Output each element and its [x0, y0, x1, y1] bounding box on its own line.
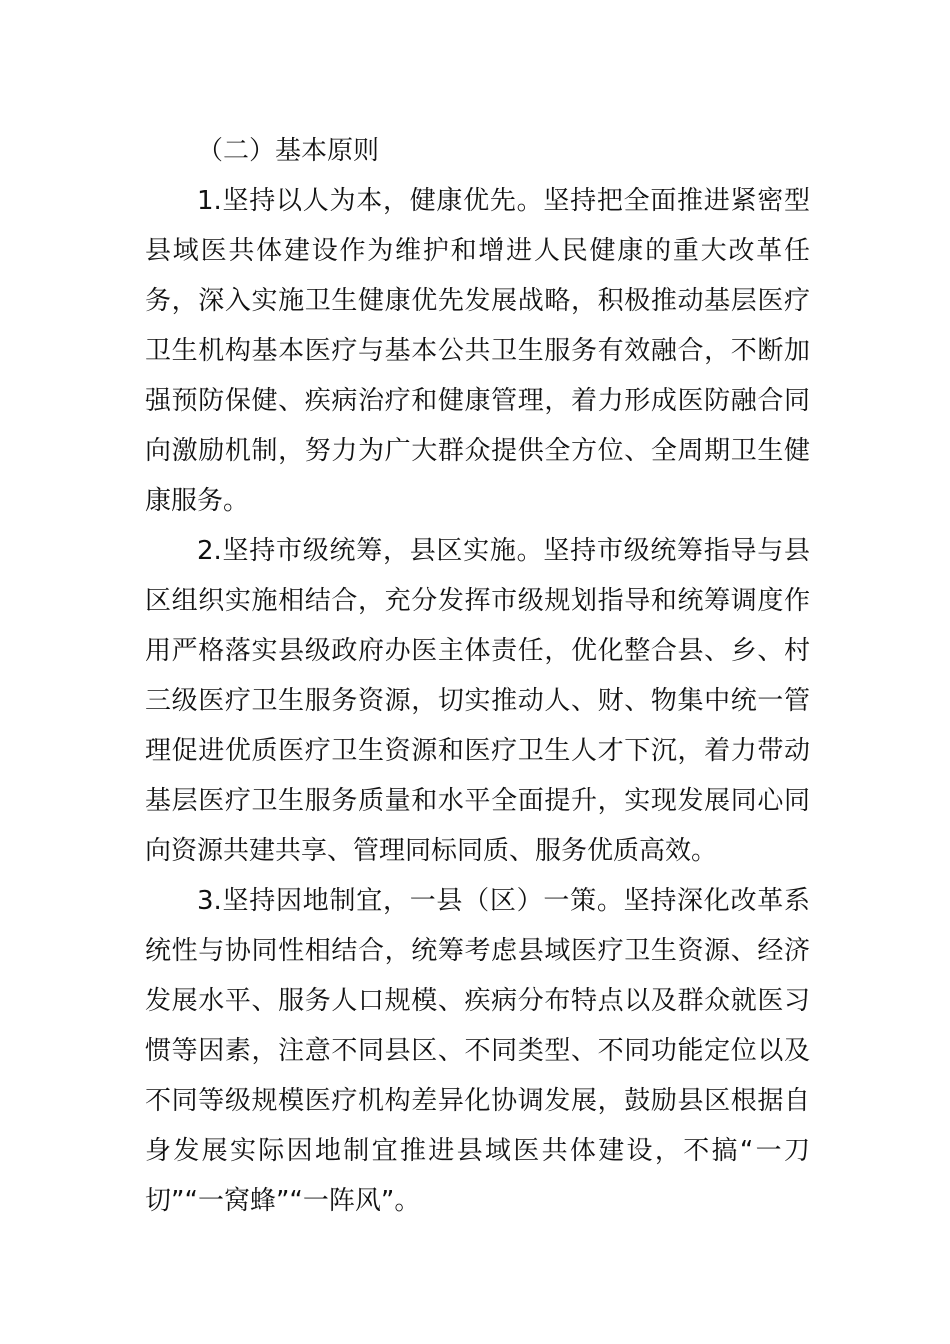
document-body — [145, 126, 810, 1226]
paragraph-principle-1: 1.坚持以人为本，健康优先。坚持把全面推进紧密型县域医共体建设作为维护和增进人民健康的重大改革任务，深入实施卫生健康优先发展战略，积极推动基层医疗卫生机构基本医疗与基本公共卫生服务有效融合，不断加强预防保健、疾病治疗和健康管理，着力形成医防融合同向激励机制，努力为广大群众提供全方位、全周期卫生健康服务。 — [145, 186, 810, 516]
section-heading: （二）基本原则 — [197, 136, 380, 166]
paragraph-principle-2: 2.坚持市级统筹，县区实施。坚持市级统筹指导与县区组织实施相结合，充分发挥市级规划指导和统筹调度作用严格落实县级政府办医主体责任，优化整合县、乡、村三级医疗卫生服务资源，切实推动人、财、物集中统一管理促进优质医疗卫生资源和医疗卫生人才下沉，着力带动基层医疗卫生服务质量和水平全面提升，实现发展同心同向资源共建共享、管理同标同质、服务优质高效。 — [145, 536, 810, 866]
paragraph-principle-3: 3.坚持因地制宜，一县（区）一策。坚持深化改革系统性与协同性相结合，统筹考虑县域医疗卫生资源、经济发展水平、服务人口规模、疾病分布特点以及群众就医习惯等因素，注意不同县区、不同类型、不同功能定位以及不同等级规模医疗机构差异化协调发展，鼓励县区根据自身发展实际因地制宜推进县域医共体建设，不搞“一刀切”“一窝蜂”“一阵风”。 — [145, 886, 810, 1216]
